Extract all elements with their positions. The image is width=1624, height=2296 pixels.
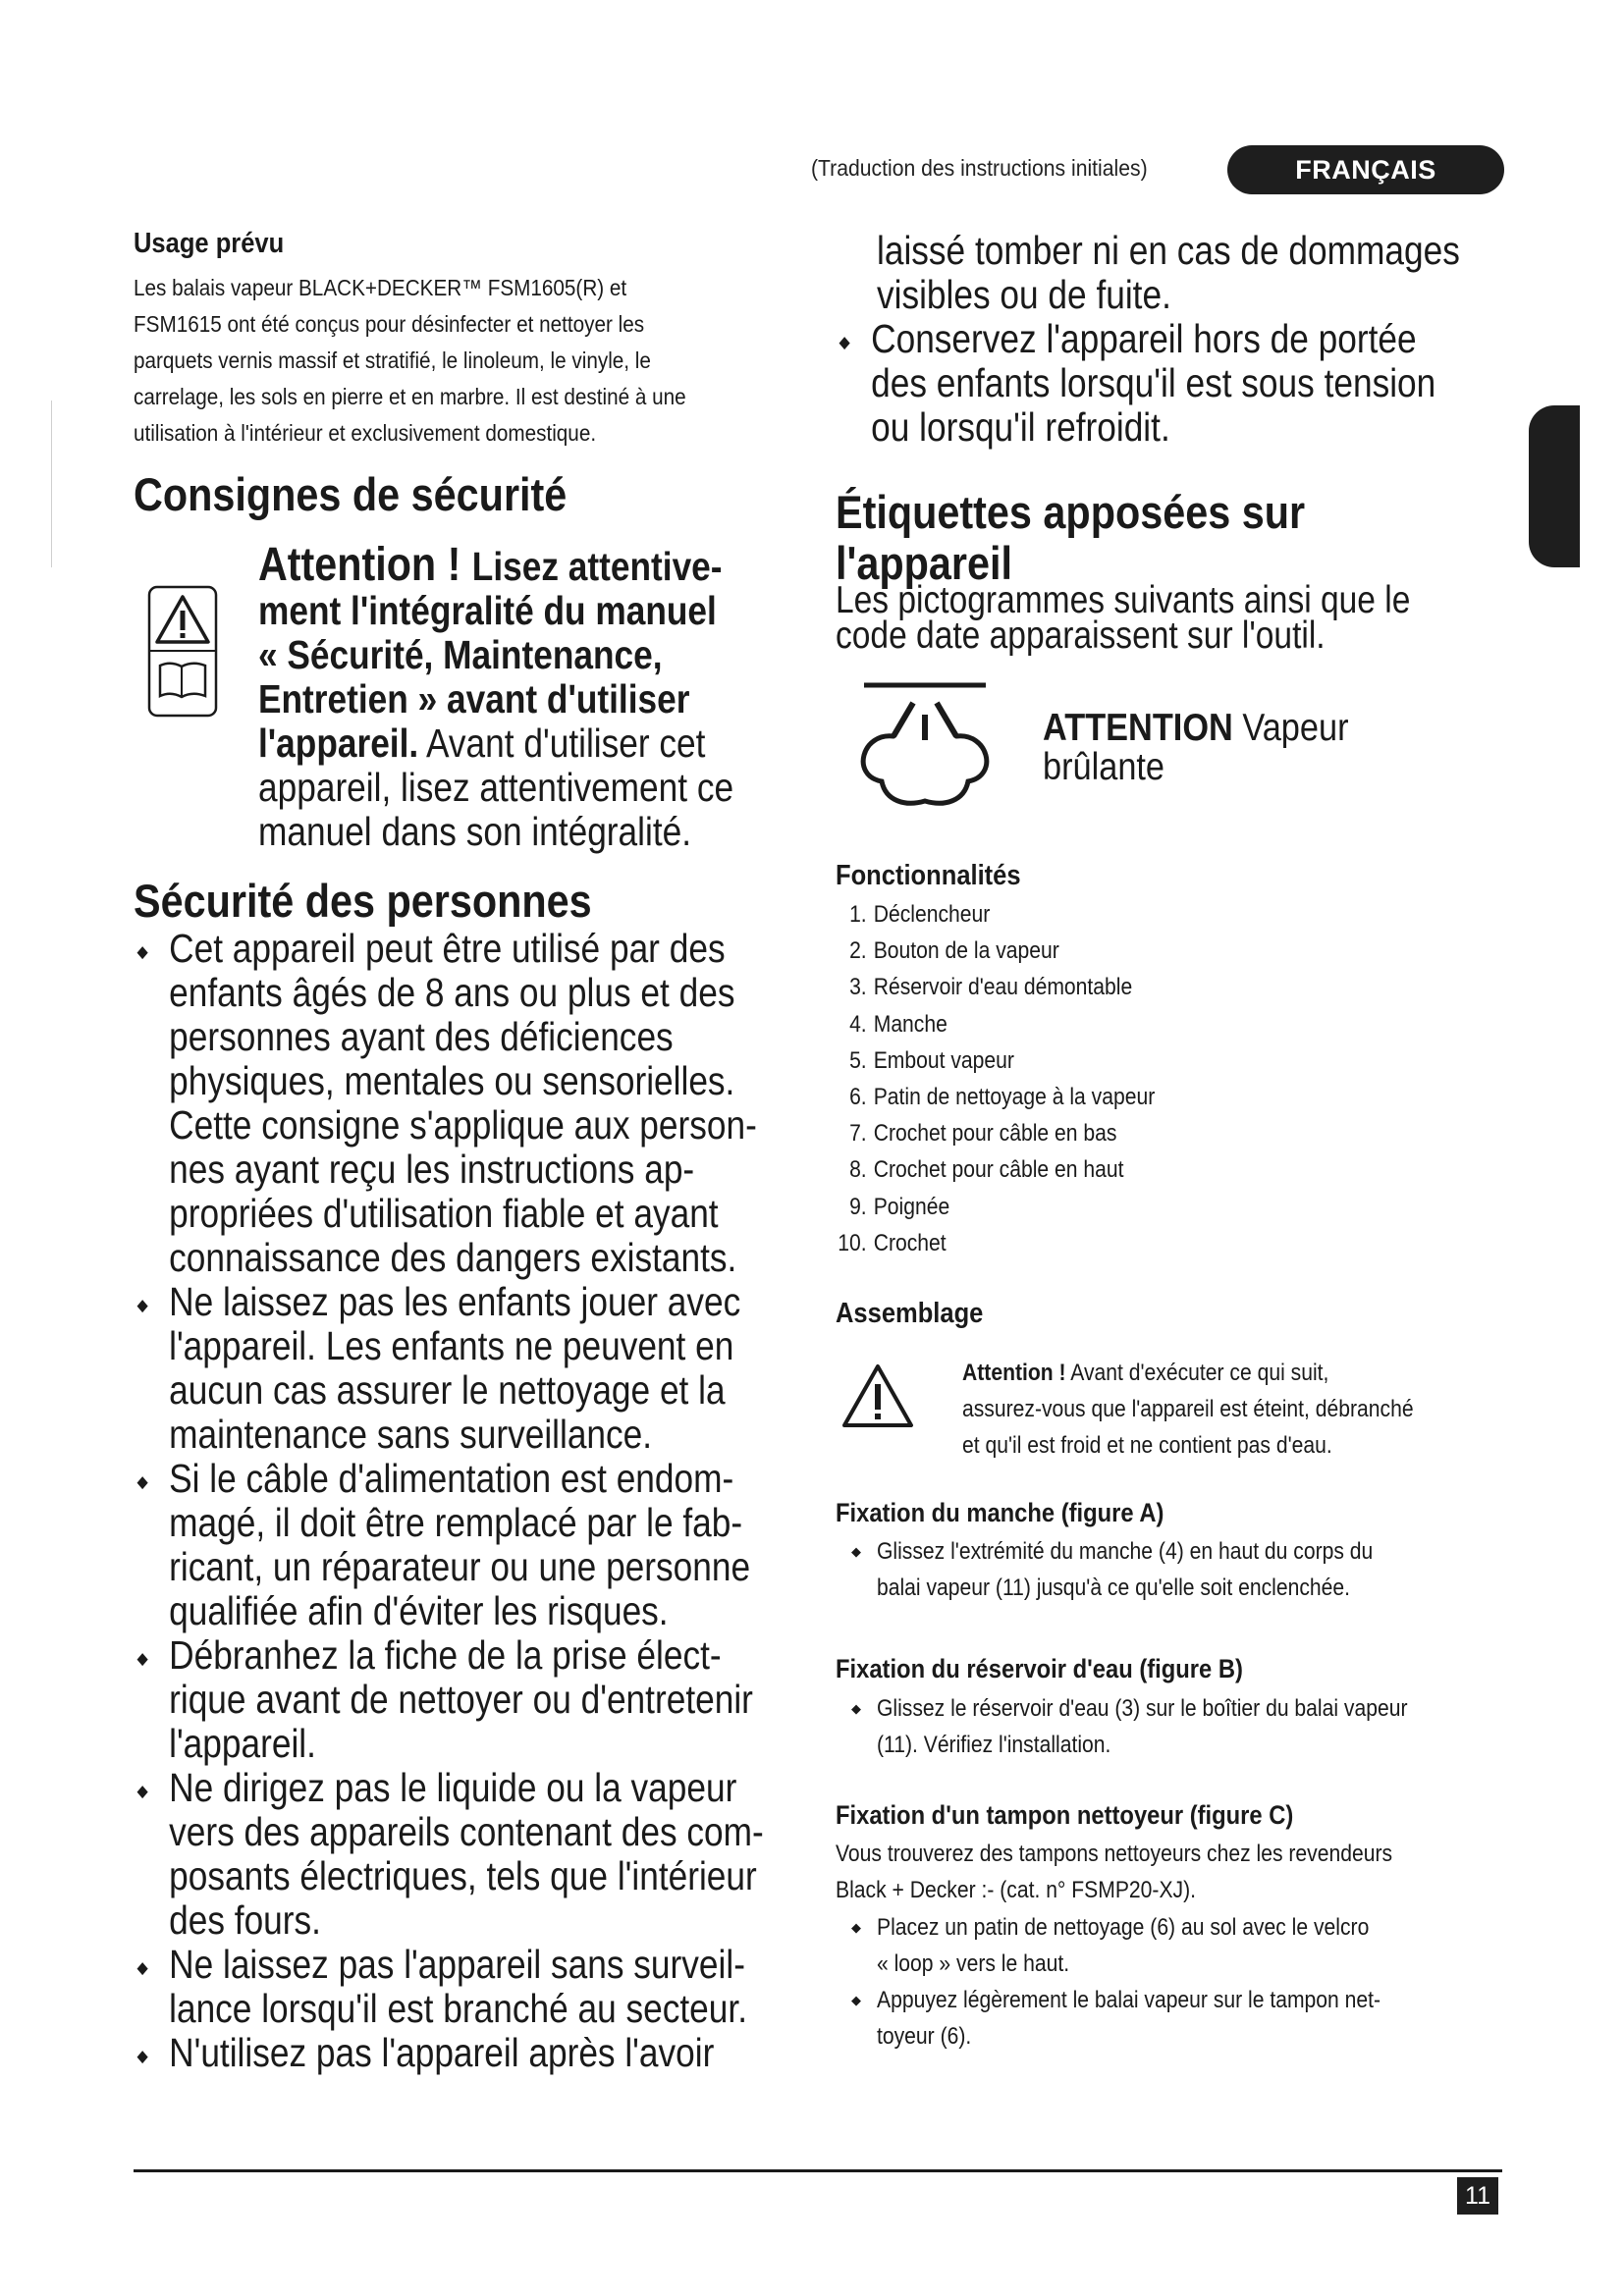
language-badge: FRANÇAIS — [1227, 145, 1504, 194]
side-tab-marker — [1529, 405, 1580, 567]
features-title: Fonctionnalités — [836, 860, 1021, 891]
attention-block: Attention ! Lisez attentive- ment l'intégralité du manuel « Sécurité, Maintenance, Entretien » avant d'utiliser l'appareil. Avant d'utiliser cet appareil, lisez attentivement ce manuel dans son intégralité. — [258, 543, 808, 854]
list-item: 10. Crochet — [838, 1229, 947, 1256]
features-list — [836, 896, 1287, 1261]
usage-section — [134, 228, 801, 260]
usage-line: carrelage, les sols en pierre et en marbre. Il est destiné à une — [134, 384, 686, 409]
continued-line: visibles ou de fuite. — [877, 272, 1171, 317]
tank-list — [836, 1690, 1503, 1763]
list-item: 2. Bouton de la vapeur — [849, 937, 1059, 965]
usage-line: utilisation à l'intérieur et exclusivement domestique. — [134, 420, 597, 446]
assembly-warning: Attention ! Avant d'exécuter ce qui suit, assurez-vous que l'appareil est éteint, débranché et qu'il est froid et ne contient pas d'eau. — [962, 1360, 1414, 1459]
warning-manual-icon — [147, 585, 218, 718]
pad-list — [836, 1909, 1503, 2055]
list-item: 1. Déclencheur — [849, 901, 991, 928]
personal-safety-title: Sécurité des personnes — [134, 875, 592, 927]
handle-list — [836, 1533, 1503, 1606]
list-item: ◆ Appuyez légèrement le balai vapeur sur le tampon net- toyeur (6). — [836, 1982, 1503, 2055]
list-item: ◆ Glissez le réservoir d'eau (3) sur le boîtier du balai vapeur (11). Vérifiez l'installation. — [836, 1690, 1503, 1763]
labels-title: l'appareil — [836, 537, 1012, 589]
list-item: ◆ Ne laissez pas l'appareil sans surveil- lance lorsqu'il est branché au secteur. — [134, 1943, 792, 2031]
margin-rule — [51, 400, 52, 567]
pad-intro: Vous trouverez des tampons nettoyeurs chez les revendeurs Black + Decker :- (cat. n° FSMP20-XJ). — [836, 1841, 1393, 1903]
attention-line: manuel dans son intégralité. — [258, 809, 692, 854]
attention-line: appareil, lisez attentivement ce — [258, 765, 734, 810]
list-item: ◆ N'utilisez pas l'appareil après l'avoir — [134, 2031, 792, 2075]
safety-title: Consignes de sécurité — [134, 468, 568, 520]
header-note: (Traduction des instructions initiales) — [811, 155, 1148, 181]
list-item: ◆ Glissez l'extrémité du manche (4) en haut du corps du balai vapeur (11) jusqu'à ce qu'elle soit enclenchée. — [836, 1533, 1503, 1606]
usage-paragraph — [134, 270, 801, 452]
continued-line: laissé tomber ni en cas de dommages — [877, 228, 1460, 273]
list-item: ◆ Cet appareil peut être utilisé par des enfants âgés de 8 ans ou plus et des personnes ayant des déficiences physiques, mentales ou sensorielles. Cette consigne s'applique aux person- nes ayant reçu les instructions ap- propriées d'utilisation fiable et ayant connaissance des dangers existants. — [134, 927, 792, 1280]
list-item: ◆ Ne laissez pas les enfants jouer avec l'appareil. Les enfants ne peuvent en aucun cas assurer le nettoyage et la maintenance sans surveillance. — [134, 1280, 792, 1457]
attention-line: « Sécurité, Maintenance, — [258, 632, 663, 677]
list-item: ◆ Débranhez la fiche de la prise élect- rique avant de nettoyer ou d'entretenir l'appareil. — [134, 1633, 792, 1766]
list-item: ◆ Placez un patin de nettoyage (6) au sol avec le velcro « loop » vers le haut. — [836, 1909, 1503, 1982]
personal-safety-list — [134, 927, 801, 2075]
list-item: 6. Patin de nettoyage à la vapeur — [849, 1084, 1156, 1111]
usage-line: Les balais vapeur BLACK+DECKER™ FSM1605(R) et — [134, 275, 627, 300]
warning-icon — [840, 1362, 915, 1431]
list-item: 9. Poignée — [849, 1193, 950, 1220]
labels-description: code date apparaissent sur l'outil. — [836, 614, 1326, 657]
list-item: 8. Crochet pour câble en haut — [849, 1156, 1124, 1184]
assembly-warning-bold: Attention ! — [962, 1360, 1066, 1386]
list-item: 5. Embout vapeur — [849, 1046, 1014, 1074]
usage-title: Usage prévu — [134, 228, 285, 259]
assembly-title: Assemblage — [836, 1298, 984, 1329]
continued-text — [877, 229, 1624, 317]
page-number: 11 — [1457, 2177, 1498, 2215]
tank-title: Fixation du réservoir d'eau (figure B) — [836, 1654, 1243, 1683]
usage-line: FSM1615 ont été conçus pour désinfecter et nettoyer les — [134, 311, 645, 337]
list-item: ◆ Conservez l'appareil hors de portée des enfants lorsqu'il est sous tension ou lorsqu'il refroidit. — [836, 317, 1494, 450]
attention-line: Entretien » avant d'utiliser — [258, 676, 690, 721]
usage-line: parquets vernis massif et stratifié, le linoleum, le vinyle, le — [134, 347, 651, 373]
hot-steam-icon — [852, 677, 1000, 815]
pad-title: Fixation d'un tampon nettoyeur (figure C) — [836, 1800, 1294, 1830]
list-item: 4. Manche — [849, 1010, 947, 1038]
handle-title: Fixation du manche (figure A) — [836, 1498, 1164, 1527]
attention-line: ment l'intégralité du manuel — [258, 588, 717, 633]
labels-description: Les pictogrammes suivants ainsi que le — [836, 579, 1411, 621]
list-item: 7. Crochet pour câble en bas — [849, 1120, 1117, 1148]
hot-steam-label: ATTENTION Vapeur brûlante — [1043, 707, 1349, 788]
hot-steam-bold: ATTENTION — [1043, 707, 1233, 749]
continued-list — [836, 317, 1503, 450]
list-item: ◆ Si le câble d'alimentation est endom- magé, il doit être remplacé par le fab- ricant, un réparateur ou une personne qualifiée afin d'éviter les risques. — [134, 1457, 792, 1633]
footer-rule — [134, 2169, 1502, 2172]
list-item: 3. Réservoir d'eau démontable — [849, 974, 1133, 1001]
labels-title: Étiquettes apposées sur — [836, 486, 1306, 538]
list-item: ◆ Ne dirigez pas le liquide ou la vapeur vers des appareils contenant des com- posants électriques, tels que l'intérieur des fours. — [134, 1766, 792, 1943]
